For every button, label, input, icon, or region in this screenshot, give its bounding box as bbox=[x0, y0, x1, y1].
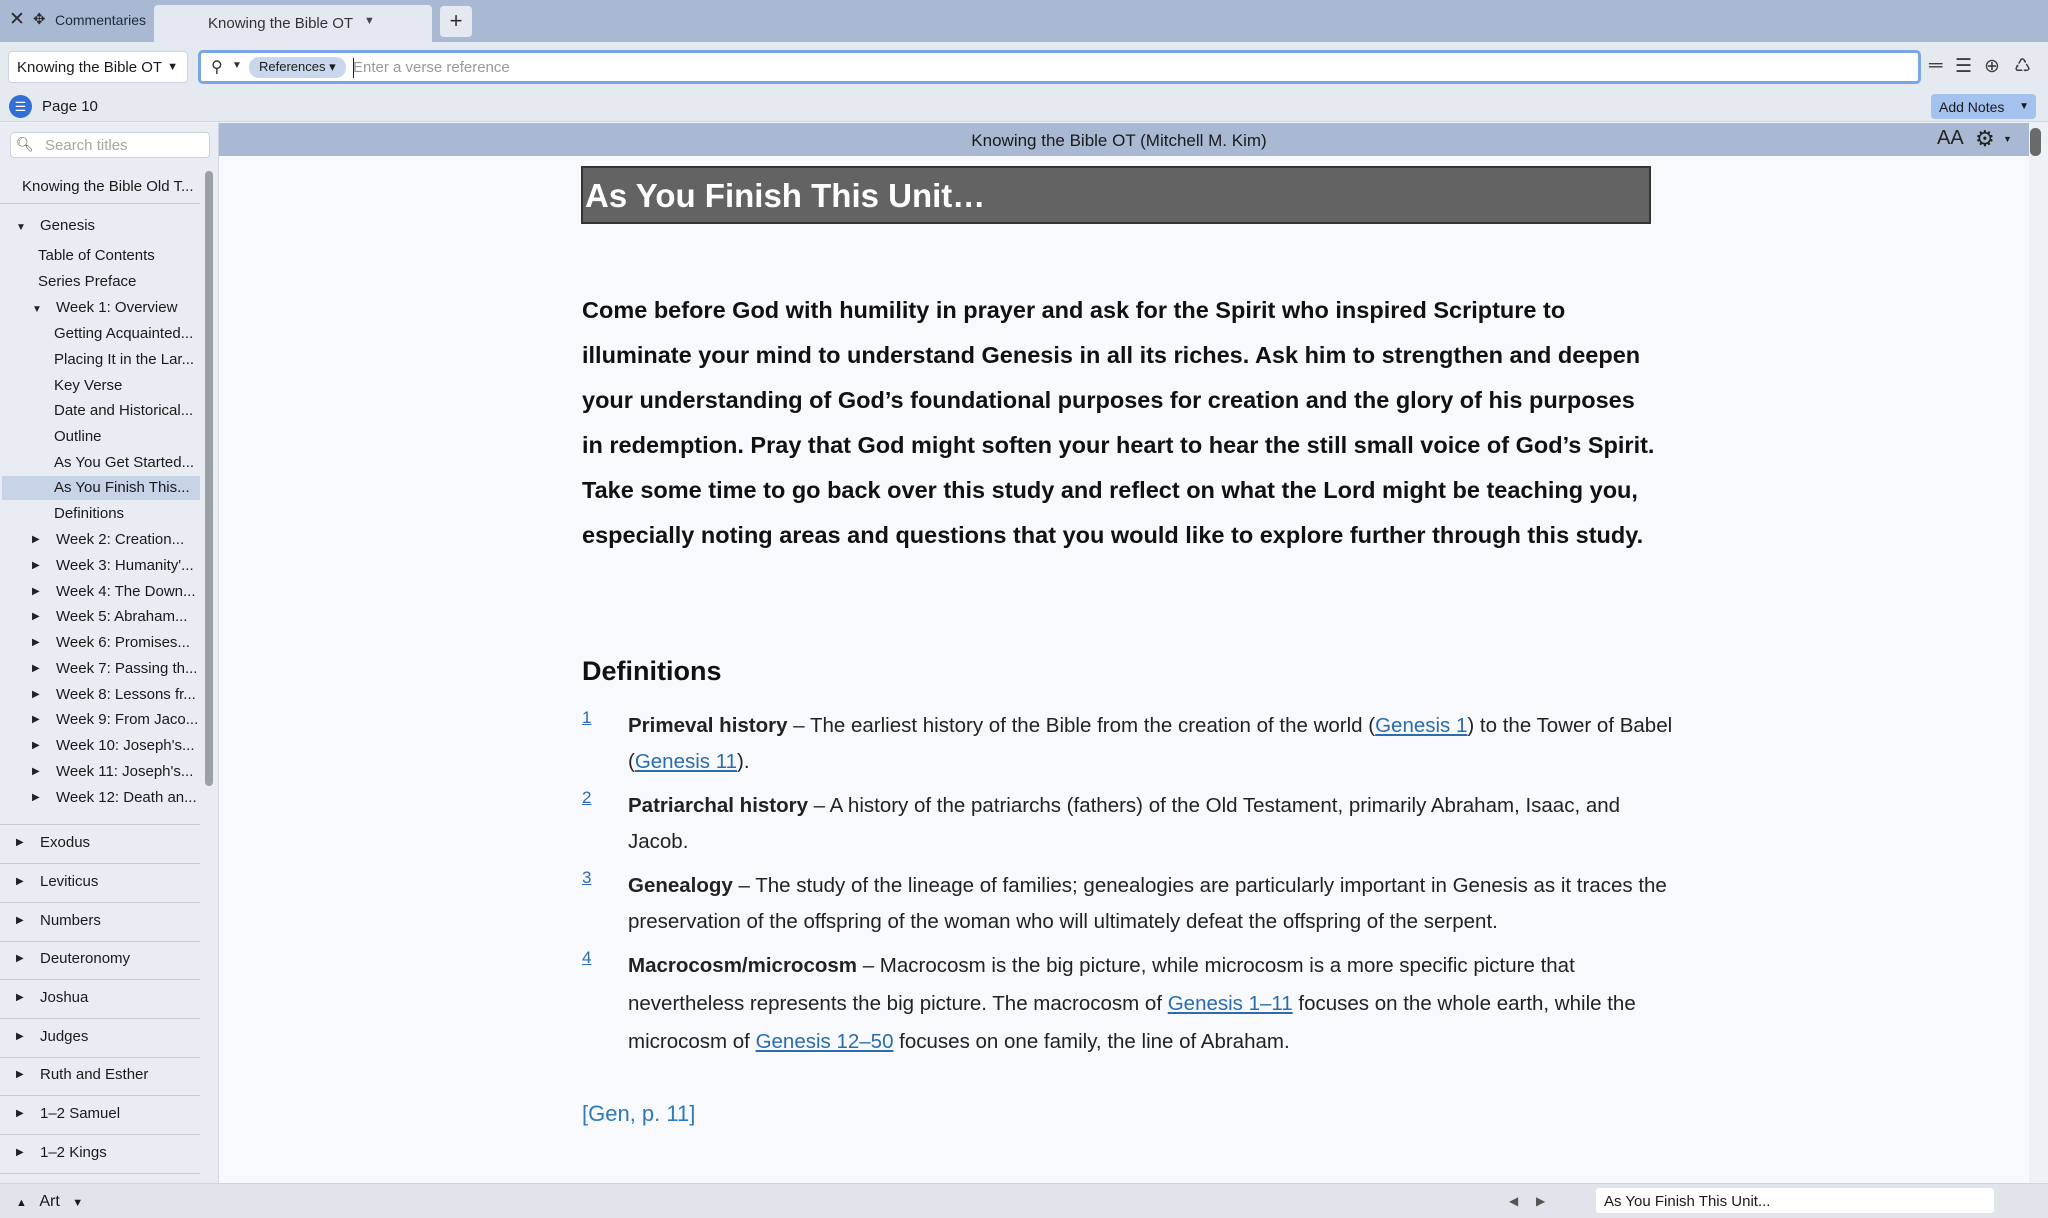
chevron-down-icon: ▼ bbox=[2019, 101, 2029, 112]
toc-item-week[interactable]: Week 3: Humanity'... bbox=[56, 557, 194, 574]
collapsed-triangle-icon[interactable]: ▶ bbox=[32, 663, 40, 674]
toc-item-genesis[interactable]: Genesis bbox=[40, 217, 96, 234]
collapsed-triangle-icon[interactable]: ▶ bbox=[16, 1147, 24, 1158]
collapsed-triangle-icon[interactable]: ▶ bbox=[16, 837, 24, 848]
chevron-up-icon: ▲ bbox=[16, 1197, 27, 1209]
scripture-link[interactable]: Genesis 1 bbox=[1375, 714, 1468, 737]
collapsed-triangle-icon[interactable]: ▶ bbox=[32, 689, 40, 700]
toc-item-week1[interactable]: Week 1: Overview bbox=[56, 299, 178, 316]
definition-text-part: focuses on one family, the line of Abraham. bbox=[893, 1030, 1290, 1053]
page-number: Page 10 bbox=[42, 98, 98, 115]
toc-item[interactable]: Outline bbox=[54, 428, 102, 445]
divider bbox=[0, 824, 200, 825]
collapsed-triangle-icon[interactable]: ▶ bbox=[32, 586, 40, 597]
resource-selector[interactable] bbox=[8, 51, 188, 83]
chevron-down-icon[interactable]: ▼ bbox=[232, 60, 242, 71]
collapsed-triangle-icon[interactable]: ▶ bbox=[16, 1031, 24, 1042]
toc-item-week[interactable]: Week 11: Joseph's... bbox=[56, 763, 194, 780]
bottom-bar bbox=[0, 1183, 2048, 1218]
definition-text-part: – The earliest history of the Bible from the creation of the world ( bbox=[787, 714, 1376, 737]
toc-item-week[interactable]: Week 4: The Down... bbox=[56, 583, 196, 600]
resource-title: Knowing the Bible OT (Mitchell M. Kim) bbox=[971, 131, 1267, 150]
toolbar bbox=[0, 42, 2048, 92]
chevron-down-icon: ▼ bbox=[72, 1197, 84, 1209]
toc-item[interactable]: As You Get Started... bbox=[54, 454, 195, 471]
footnote-link[interactable]: 2 bbox=[582, 788, 592, 807]
divider bbox=[0, 1018, 200, 1019]
art-panel-label: Art bbox=[39, 1193, 60, 1210]
toc-item-week[interactable]: Week 7: Passing th... bbox=[56, 660, 198, 677]
toc-item[interactable]: Date and Historical... bbox=[54, 402, 194, 419]
close-icon[interactable]: ✕ bbox=[9, 9, 25, 30]
collapsed-triangle-icon[interactable]: ▶ bbox=[32, 611, 40, 622]
toc-item-selected[interactable]: As You Finish This... bbox=[2, 476, 200, 500]
collapsed-triangle-icon[interactable]: ▶ bbox=[32, 534, 40, 545]
scripture-link[interactable]: Genesis 11 bbox=[634, 750, 738, 773]
search-icon[interactable]: ⚲ bbox=[211, 59, 223, 76]
definition-text-part: focuses on the whole earth, while the microcosm of bbox=[628, 992, 1636, 1053]
toc-book[interactable]: Ruth and Esther bbox=[40, 1066, 149, 1083]
toc-item-week[interactable]: Week 8: Lessons fr... bbox=[56, 686, 196, 703]
next-arrow-icon[interactable]: ▶ bbox=[1536, 1194, 1546, 1208]
page-bar bbox=[0, 92, 2048, 122]
collapsed-triangle-icon[interactable]: ▶ bbox=[16, 992, 24, 1003]
toc-item-week[interactable]: Week 2: Creation... bbox=[56, 531, 185, 548]
font-size-icon[interactable]: AA bbox=[1937, 127, 1964, 149]
search-mode-label: References bbox=[259, 59, 326, 74]
divider bbox=[0, 979, 200, 980]
prayer-paragraph: Come before God with humility in prayer and ask for the Spirit who inspired Scripture to illuminate your mind to understand Genesis in all its riches. Ask him to strengthen and deepen your understanding of God’s foundational purposes for creation and the glory of his purposes in redemption. Pray that God might soften your heart to hear the still small voice of God’s Spirit. Take some time to go back over this study and reflect on what the Lord might be teaching you, especially noting areas and questions that you would like to explore further through this study. bbox=[582, 297, 1655, 548]
toc-book[interactable]: Leviticus bbox=[40, 873, 99, 890]
footnote-link[interactable]: 1 bbox=[582, 708, 592, 727]
definition-term: Genealogy bbox=[628, 874, 733, 897]
move-panel-icon[interactable]: ✥ bbox=[33, 11, 46, 28]
collapsed-triangle-icon[interactable]: ▶ bbox=[16, 953, 24, 964]
divider bbox=[0, 1173, 200, 1174]
definition-text bbox=[628, 708, 1678, 780]
search-icon: 🔍︎ bbox=[16, 136, 34, 152]
toc-item-week[interactable]: Week 6: Promises... bbox=[56, 634, 190, 651]
divider bbox=[0, 863, 200, 864]
tab-label: Knowing the Bible OT bbox=[208, 15, 354, 32]
divider bbox=[0, 902, 200, 903]
toc-item[interactable]: Placing It in the Lar... bbox=[54, 351, 195, 368]
divider bbox=[0, 1134, 200, 1135]
toc-book[interactable]: Deuteronomy bbox=[40, 950, 131, 967]
definition-text-part: ). bbox=[737, 750, 750, 773]
toc-book[interactable]: Judges bbox=[40, 1028, 89, 1045]
toc-book[interactable]: 1–2 Kings bbox=[40, 1144, 107, 1161]
add-circle-icon[interactable]: ⊕ bbox=[1984, 56, 2000, 77]
add-notes-button[interactable] bbox=[1931, 94, 2036, 119]
scripture-link[interactable]: Genesis 1–11 bbox=[1167, 992, 1293, 1015]
previous-arrow-icon[interactable]: ◀ bbox=[1509, 1194, 1519, 1208]
toc-item-week[interactable]: Week 9: From Jaco... bbox=[56, 711, 199, 728]
collapsed-triangle-icon[interactable]: ▶ bbox=[32, 792, 40, 803]
reference-search-box[interactable] bbox=[198, 50, 1921, 84]
toc-item[interactable]: Key Verse bbox=[54, 377, 123, 394]
content-scrollbar[interactable] bbox=[2030, 128, 2041, 156]
tab-knowing-the-bible-ot[interactable] bbox=[154, 5, 432, 42]
divider bbox=[0, 1095, 200, 1096]
toc-book[interactable]: Exodus bbox=[40, 834, 91, 851]
gear-icon[interactable]: ⚙ bbox=[1975, 126, 1995, 151]
current-location[interactable]: As You Finish This Unit... bbox=[1596, 1188, 1994, 1213]
collapsed-triangle-icon[interactable]: ▶ bbox=[32, 714, 40, 725]
collapsed-triangle-icon[interactable]: ▶ bbox=[32, 740, 40, 751]
verse-reference-input[interactable] bbox=[353, 56, 1853, 79]
expanded-triangle-icon[interactable]: ▼ bbox=[32, 304, 42, 315]
toc-book[interactable]: 1–2 Samuel bbox=[40, 1105, 121, 1122]
footnote-link[interactable]: 3 bbox=[582, 868, 592, 887]
collapsed-triangle-icon[interactable]: ▶ bbox=[32, 637, 40, 648]
collapsed-triangle-icon[interactable]: ▶ bbox=[32, 560, 40, 571]
divider bbox=[0, 203, 200, 204]
toc-sidebar bbox=[0, 123, 219, 1183]
toc-item[interactable]: Series Preface bbox=[38, 273, 137, 290]
definition-text bbox=[628, 947, 1678, 1061]
page-reference-link[interactable]: [Gen, p. 11] bbox=[582, 1101, 696, 1126]
collapsed-triangle-icon[interactable]: ▶ bbox=[32, 766, 40, 777]
panel-name: Commentaries bbox=[55, 12, 147, 28]
collapsed-triangle-icon[interactable]: ▶ bbox=[16, 1108, 24, 1119]
art-panel-toggle[interactable] bbox=[16, 1193, 83, 1211]
toc-item-week[interactable]: Week 10: Joseph's... bbox=[56, 737, 195, 754]
resource-header bbox=[219, 123, 2029, 156]
collapsed-triangle-icon[interactable]: ▶ bbox=[16, 1069, 24, 1080]
expanded-triangle-icon[interactable]: ▼ bbox=[16, 222, 26, 233]
collapsed-triangle-icon[interactable]: ▶ bbox=[16, 876, 24, 887]
definition-term: Macrocosm/microcosm bbox=[628, 954, 858, 977]
sidebar-scrollbar[interactable] bbox=[205, 171, 213, 786]
scripture-link[interactable]: Genesis 12–50 bbox=[755, 1030, 894, 1053]
toc-item[interactable]: Definitions bbox=[54, 505, 125, 522]
text-cursor bbox=[353, 58, 354, 78]
definition-text-part: – A history of the patriarchs (fathers) of the Old Testament, primarily Abraham, Isaac, and Jacob. bbox=[628, 794, 1621, 853]
definition-text-part: ) to the Tower of Babel ( bbox=[628, 714, 1673, 773]
definition-text-part: – Macrocosm is the big picture, while microcosm is a more specific picture that nevertheless represents the big picture. The macrocosm of bbox=[628, 954, 1575, 1015]
toc-item-week[interactable]: Week 12: Death an... bbox=[56, 789, 197, 806]
definition-text bbox=[628, 868, 1678, 940]
window-tab-bar bbox=[0, 0, 2048, 42]
definitions-heading: Definitions bbox=[582, 656, 722, 686]
toc-item[interactable]: Table of Contents bbox=[38, 247, 155, 264]
title-search-box[interactable] bbox=[10, 132, 210, 158]
unit-heading: As You Finish This Unit… bbox=[581, 166, 1651, 224]
search-mode-chip[interactable]: References ▾ bbox=[249, 57, 346, 78]
chevron-down-icon[interactable]: ▼ bbox=[2003, 134, 2012, 144]
table-of-contents-icon[interactable]: ☰ bbox=[9, 95, 32, 118]
parallel-lines-icon[interactable]: ═ bbox=[1929, 55, 1943, 76]
toc-book[interactable]: Joshua bbox=[40, 989, 89, 1006]
divider bbox=[0, 1057, 200, 1058]
toc-root[interactable]: Knowing the Bible Old T... bbox=[22, 178, 194, 195]
divider bbox=[0, 941, 200, 942]
add-tab-button[interactable]: + bbox=[440, 6, 472, 37]
recycle-icon[interactable]: ♺ bbox=[2014, 56, 2032, 77]
chevron-down-icon[interactable]: ▼ bbox=[364, 15, 375, 27]
definition-text-part: – The study of the lineage of families; genealogies are particularly important in Genesis as it traces the preservation of the offspring of the woman who will ultimately defeat the offspring of the serpent. bbox=[628, 874, 1667, 933]
list-icon[interactable]: ☰ bbox=[1955, 56, 1973, 77]
toc-book[interactable]: Numbers bbox=[40, 912, 101, 929]
article-body bbox=[219, 156, 2029, 1183]
chevron-down-icon: ▼ bbox=[167, 61, 178, 73]
resource-selector-label: Knowing the Bible OT bbox=[17, 59, 163, 76]
collapsed-triangle-icon[interactable]: ▶ bbox=[16, 915, 24, 926]
definition-term: Patriarchal history bbox=[628, 794, 809, 817]
footnote-link[interactable]: 4 bbox=[582, 948, 592, 967]
definition-term: Primeval history bbox=[628, 714, 788, 737]
add-notes-label: Add Notes bbox=[1939, 99, 2005, 115]
toc-item-week[interactable]: Week 5: Abraham... bbox=[56, 608, 188, 625]
title-search-input[interactable] bbox=[45, 136, 205, 155]
definition-text bbox=[628, 788, 1678, 860]
toc-item[interactable]: Getting Acquainted... bbox=[54, 325, 194, 342]
